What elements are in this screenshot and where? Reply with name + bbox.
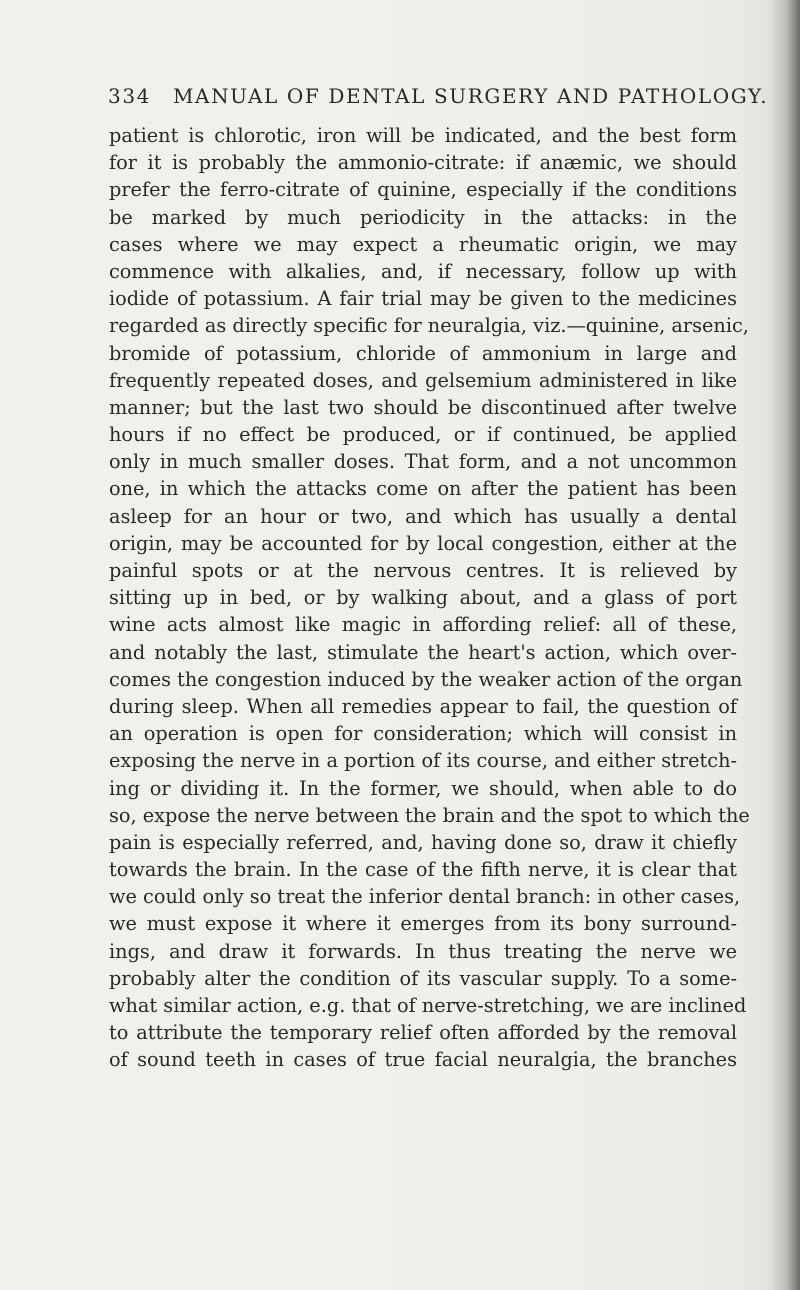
text-line: for it is probably the ammonio-citrate: if anæmic, we should (109, 151, 737, 175)
text-line: we must expose it where it emerges from its bony surround- (109, 912, 737, 936)
text-line: one, in which the attacks come on after the patient has been (109, 477, 737, 501)
text-line: bromide of potassium, chloride of ammonium in large and (109, 341, 737, 365)
text-line: probably alter the condition of its vascular supply. To a some- (109, 966, 737, 990)
running-title: MANUAL OF DENTAL SURGERY AND PATHOLOGY. (172, 84, 769, 108)
text-line: and notably the last, stimulate the heart's action, which over- (109, 640, 737, 664)
text-line: asleep for an hour or two, and which has usually a dental (109, 504, 737, 528)
text-line: during sleep. When all remedies appear to fail, the question of (109, 694, 737, 718)
text-line: frequently repeated doses, and gelsemium administered in like (109, 368, 737, 392)
text-line: prefer the ferro-citrate of quinine, especially if the conditions (109, 178, 737, 202)
text-line: painful spots or at the nervous centres. It is relieved by (109, 559, 737, 582)
text-line: origin, may be accounted for by local congestion, either at the (109, 531, 737, 555)
text-line: patient is chlorotic, iron will be indicated, and the best form (109, 124, 737, 147)
text-line: exposing the nerve in a portion of its course, and either stretch- (109, 749, 737, 773)
text-line: pain is especially referred, and, having done so, draw it chiefly (109, 830, 737, 854)
text-line: ing or dividing it. In the former, we should, when able to do (109, 776, 737, 800)
text-line: commence with alkalies, and, if necessary, follow up with (109, 259, 737, 283)
text-line: to attribute the temporary relief often afforded by the removal (109, 1021, 737, 1045)
text-line: sitting up in bed, or by walking about, and a glass of port (109, 586, 737, 610)
text-line: we could only so treat the inferior dental branch: in other cases, (109, 885, 741, 909)
text-line: regarded as directly specific for neuralgia, viz.—quinine, arsenic, (109, 314, 749, 338)
page-edge-shadow (770, 0, 800, 1290)
text-line: ings, and draw it forwards. In thus treating the nerve we (109, 939, 737, 963)
text-line: iodide of potassium. A fair trial may be given to the medicines (109, 287, 737, 311)
text-line: wine acts almost like magic in affording relief: all of these, (109, 613, 737, 637)
text-line: so, expose the nerve between the brain and the spot to which the (109, 803, 750, 827)
running-header (108, 84, 769, 114)
text-line: an operation is open for consideration; which will consist in (109, 722, 737, 746)
text-line: only in much smaller doses. That form, and a not uncommon (109, 450, 737, 474)
text-line: what similar action, e.g. that of nerve-stretching, we are inclined (109, 994, 747, 1017)
text-line: of sound teeth in cases of true facial neuralgia, the branches (109, 1048, 737, 1072)
page-number: 334 (108, 84, 151, 108)
text-line: comes the congestion induced by the weaker action of the organ (109, 667, 743, 691)
text-line: manner; but the last two should be discontinued after twelve (109, 395, 737, 419)
text-line: towards the brain. In the case of the fifth nerve, it is clear that (109, 858, 737, 882)
text-line: be marked by much periodicity in the attacks: in the (109, 205, 737, 229)
text-line: cases where we may expect a rheumatic origin, we may (109, 232, 737, 256)
body-text (109, 122, 750, 1074)
text-line: hours if no effect be produced, or if continued, be applied (109, 423, 737, 447)
